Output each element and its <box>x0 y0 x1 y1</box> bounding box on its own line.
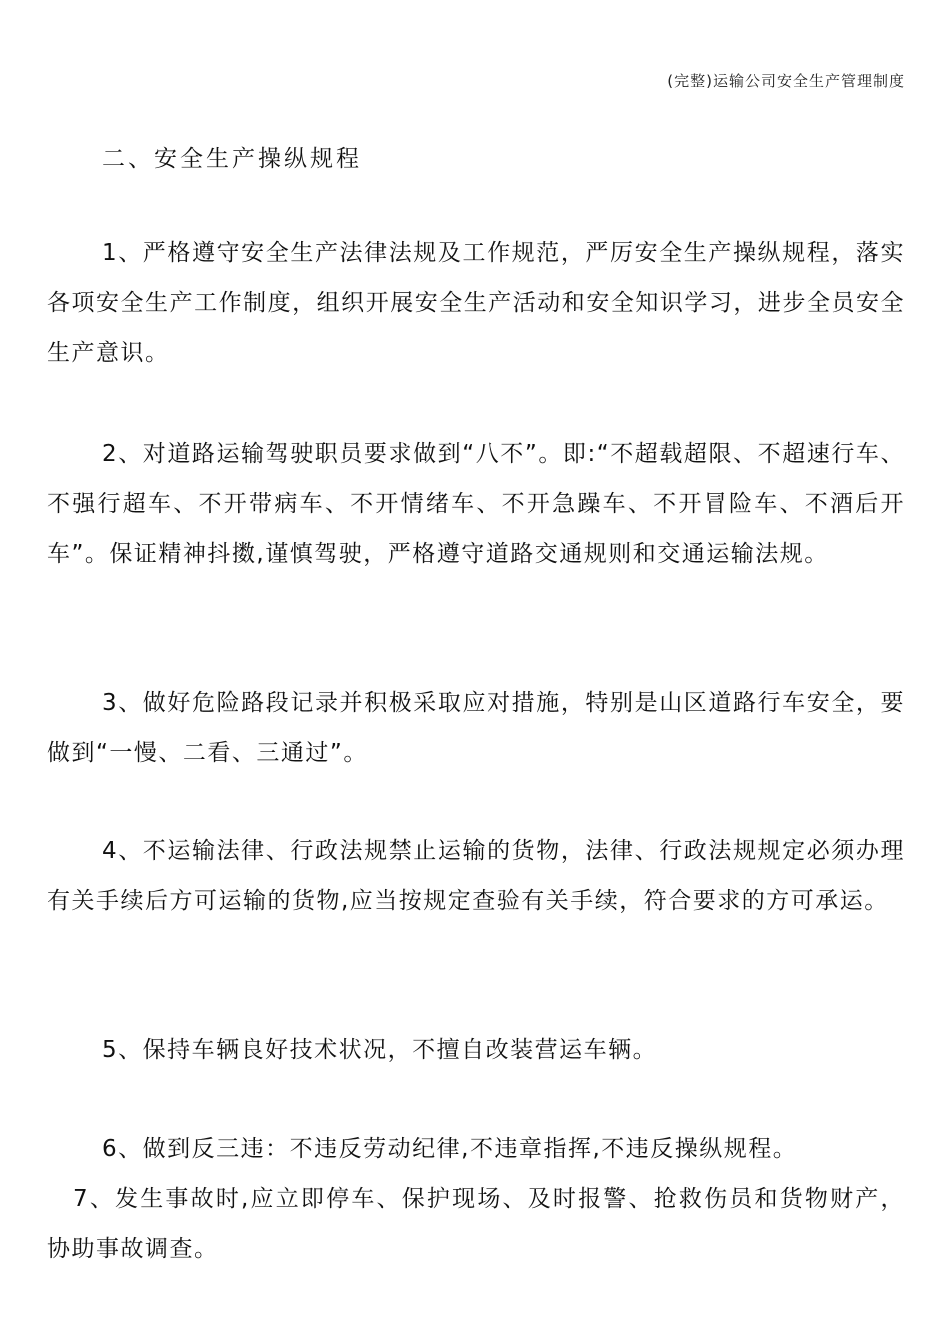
document-header-title: (完整)运输公司安全生产管理制度 <box>667 72 905 90</box>
paragraph-6: 6、做到反三违：不违反劳动纪律,不违章指挥,不违反操纵规程。 <box>102 1136 798 1162</box>
paragraph-2: 2、对道路运输驾驶职员要求做到“八不”。即:“不超载超限、不超速行车、不强行超车、不开带病车、不开情绪车、不开急躁车、不开冒险车、不酒后开车”。保证精神抖擞,谨慎驾驶，严格遵守道路交通规则和交通运输法规。 <box>47 441 905 567</box>
paragraph-5: 5、保持车辆良好技术状况，不擅自改装营运车辆。 <box>102 1037 658 1063</box>
paragraph-7: 7、发生事故时,应立即停车、保护现场、及时报警、抢救伤员和货物财产，协助事故调查。 <box>47 1186 905 1262</box>
paragraph-1: 1、严格遵守安全生产法律法规及工作规范，严厉安全生产操纵规程，落实各项安全生产工作制度，组织开展安全生产活动和安全知识学习，进步全员安全生产意识。 <box>47 240 905 366</box>
paragraph-3: 3、做好危险路段记录并积极采取应对措施，特别是山区道路行车安全，要做到“一慢、二看、三通过”。 <box>47 690 905 766</box>
section-heading: 二、安全生产操纵规程 <box>102 146 362 172</box>
paragraph-4: 4、不运输法律、行政法规禁止运输的货物，法律、行政法规规定必须办理有关手续后方可运输的货物,应当按规定查验有关手续，符合要求的方可承运。 <box>47 838 905 914</box>
